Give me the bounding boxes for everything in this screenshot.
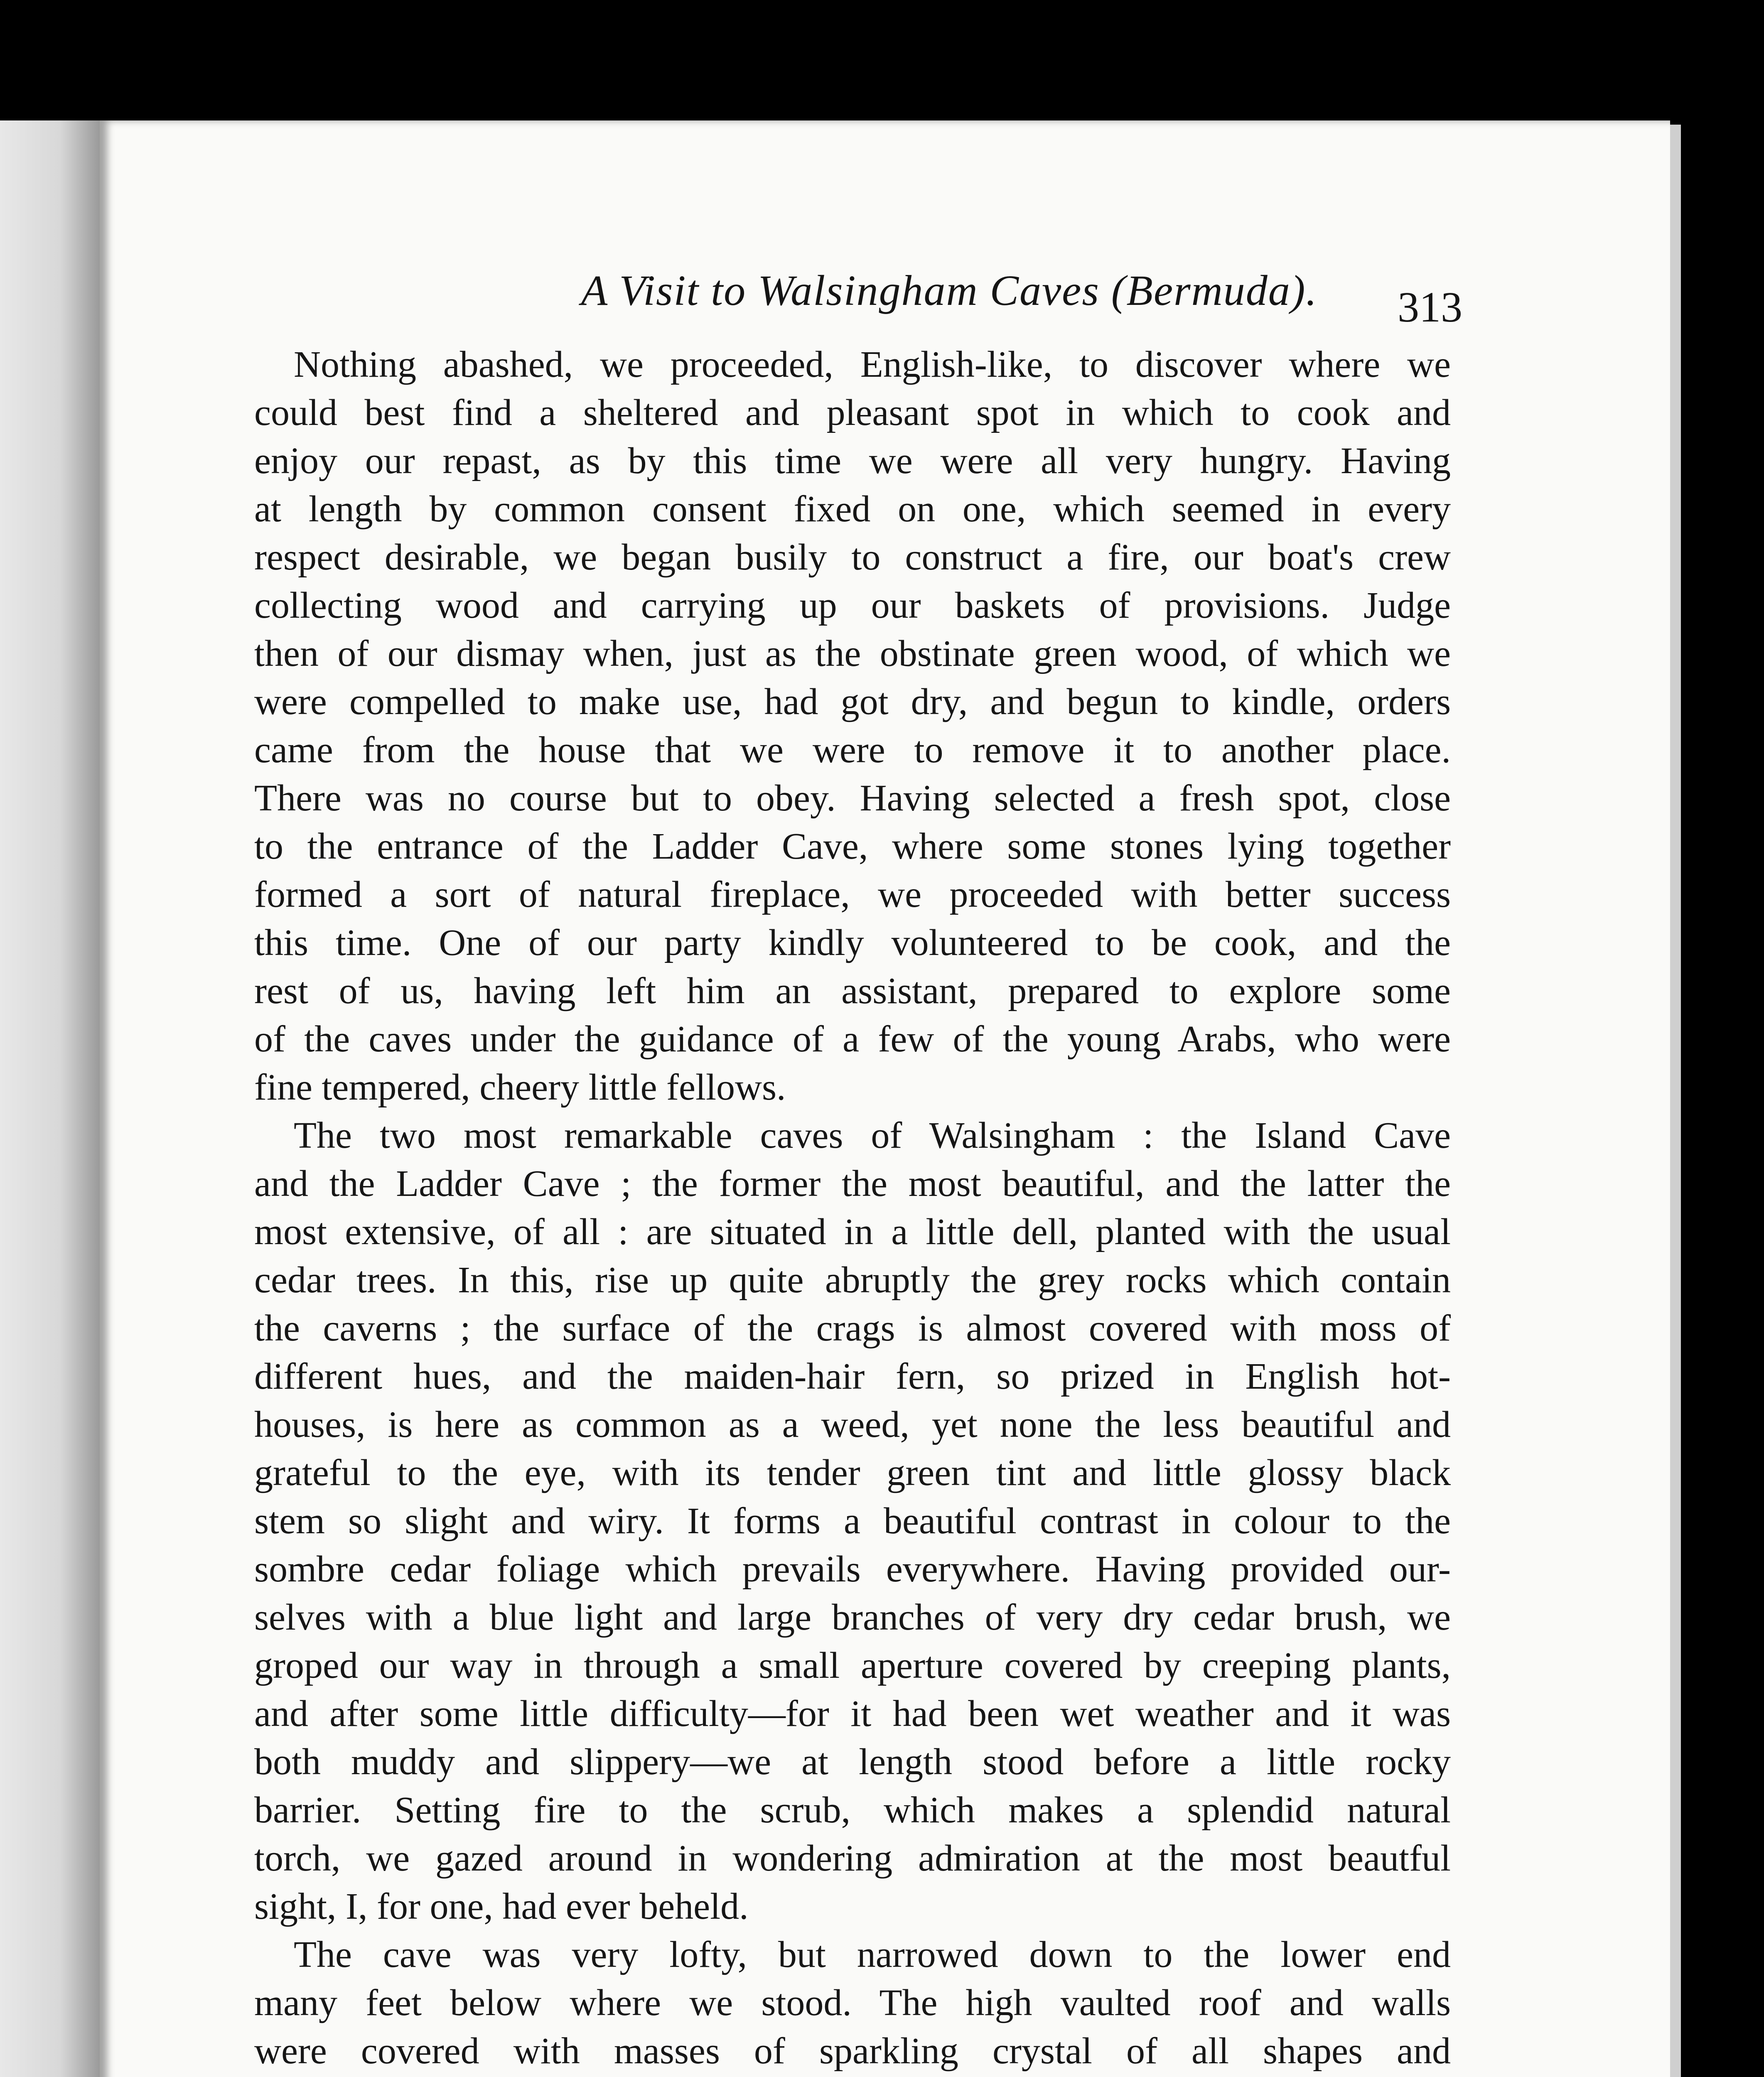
text-line: of the caves under the guidance of a few of the young Arabs, who were [254, 1019, 1451, 1060]
text-line: Nothing abashed, we proceeded, English-like, to discover where we [294, 344, 1451, 385]
text-line: then of our dismay when, just as the obstinate green wood, of which we [254, 633, 1451, 674]
text-line: this time. One of our party kindly volunteered to be cook, and the [254, 922, 1451, 963]
text-line: many feet below where we stood. The high vaulted roof and walls [254, 1982, 1451, 2023]
text-line: stem so slight and wiry. It forms a beautiful contrast in colour to the [254, 1500, 1451, 1542]
text-line: rest of us, having left him an assistant, prepared to explore some [254, 970, 1451, 1011]
text-line: There was no course but to obey. Having selected a fresh spot, close [254, 778, 1451, 819]
text-line: came from the house that we were to remove it to another place. [254, 729, 1451, 771]
text-line [254, 2075, 1451, 2077]
body-text [254, 341, 1451, 2077]
text-line: grateful to the eye, with its tender green tint and little glossy black [254, 1452, 1451, 1493]
text-line: were compelled to make use, had got dry, and begun to kindle, orders [254, 681, 1451, 722]
text-line: selves with a blue light and large branches of very dry cedar brush, we [254, 1597, 1451, 1638]
text-line: were covered with masses of sparkling crystal of all shapes and [254, 2030, 1451, 2072]
text-line: could best find a sheltered and pleasant spot in which to cook and [254, 392, 1451, 433]
text-line: houses, is here as common as a weed, yet none the less beautiful and [254, 1404, 1451, 1445]
running-head: A Visit to Walsingham Caves (Bermuda). [581, 267, 1318, 314]
text-line: at length by common consent fixed on one, which seemed in every [254, 489, 1451, 530]
text-line: most extensive, of all : are situated in a little dell, planted with the usual [254, 1211, 1451, 1252]
text-line: different hues, and the maiden-hair fern, so prized in English hot- [254, 1356, 1451, 1397]
paragraph [254, 341, 1451, 1112]
text-line: fine tempered, cheery little fellows. [254, 1067, 786, 1108]
text-line: barrier. Setting fire to the scrub, which makes a splendid natural [254, 1790, 1451, 1831]
text-line: and the Ladder Cave ; the former the most beautiful, and the latter the [254, 1163, 1451, 1204]
text-line: formed a sort of natural fireplace, we proceeded with better success [254, 874, 1451, 915]
text-line: sombre cedar foliage which prevails everywhere. Having provided our- [254, 1549, 1451, 1590]
text-line: collecting wood and carrying up our baskets of provisions. Judge [254, 585, 1451, 626]
text-line: The cave was very lofty, but narrowed down to the lower end [294, 1934, 1451, 1975]
text-line: and after some little difficulty—for it had been wet weather and it was [254, 1693, 1451, 1734]
text-line: the caverns ; the surface of the crags is almost covered with moss of [254, 1308, 1451, 1349]
text-line: torch, we gazed around in wondering admiration at the most beautful [254, 1838, 1451, 1879]
paragraph [254, 1112, 1451, 1931]
text-line: cedar trees. In this, rise up quite abruptly the grey rocks which contain [254, 1259, 1451, 1301]
text-line: to the entrance of the Ladder Cave, where some stones lying together [254, 826, 1451, 867]
text-line: groped our way in through a small aperture covered by creeping plants, [254, 1645, 1451, 1686]
paragraph [254, 1931, 1451, 2077]
text-line: both muddy and slippery—we at length stood before a little rocky [254, 1741, 1451, 1782]
left-page-spine [0, 120, 100, 2077]
text-line: The two most remarkable caves of Walsingham : the Island Cave [294, 1115, 1451, 1156]
page-edge [1670, 125, 1681, 2077]
text-line: enjoy our repast, as by this time we were all very hungry. Having [254, 440, 1451, 481]
text-line: sight, I, for one, had ever beheld. [254, 1886, 749, 1927]
page-number: 313 [1398, 283, 1462, 331]
text-line: respect desirable, we began busily to construct a fire, our boat's crew [254, 537, 1451, 578]
